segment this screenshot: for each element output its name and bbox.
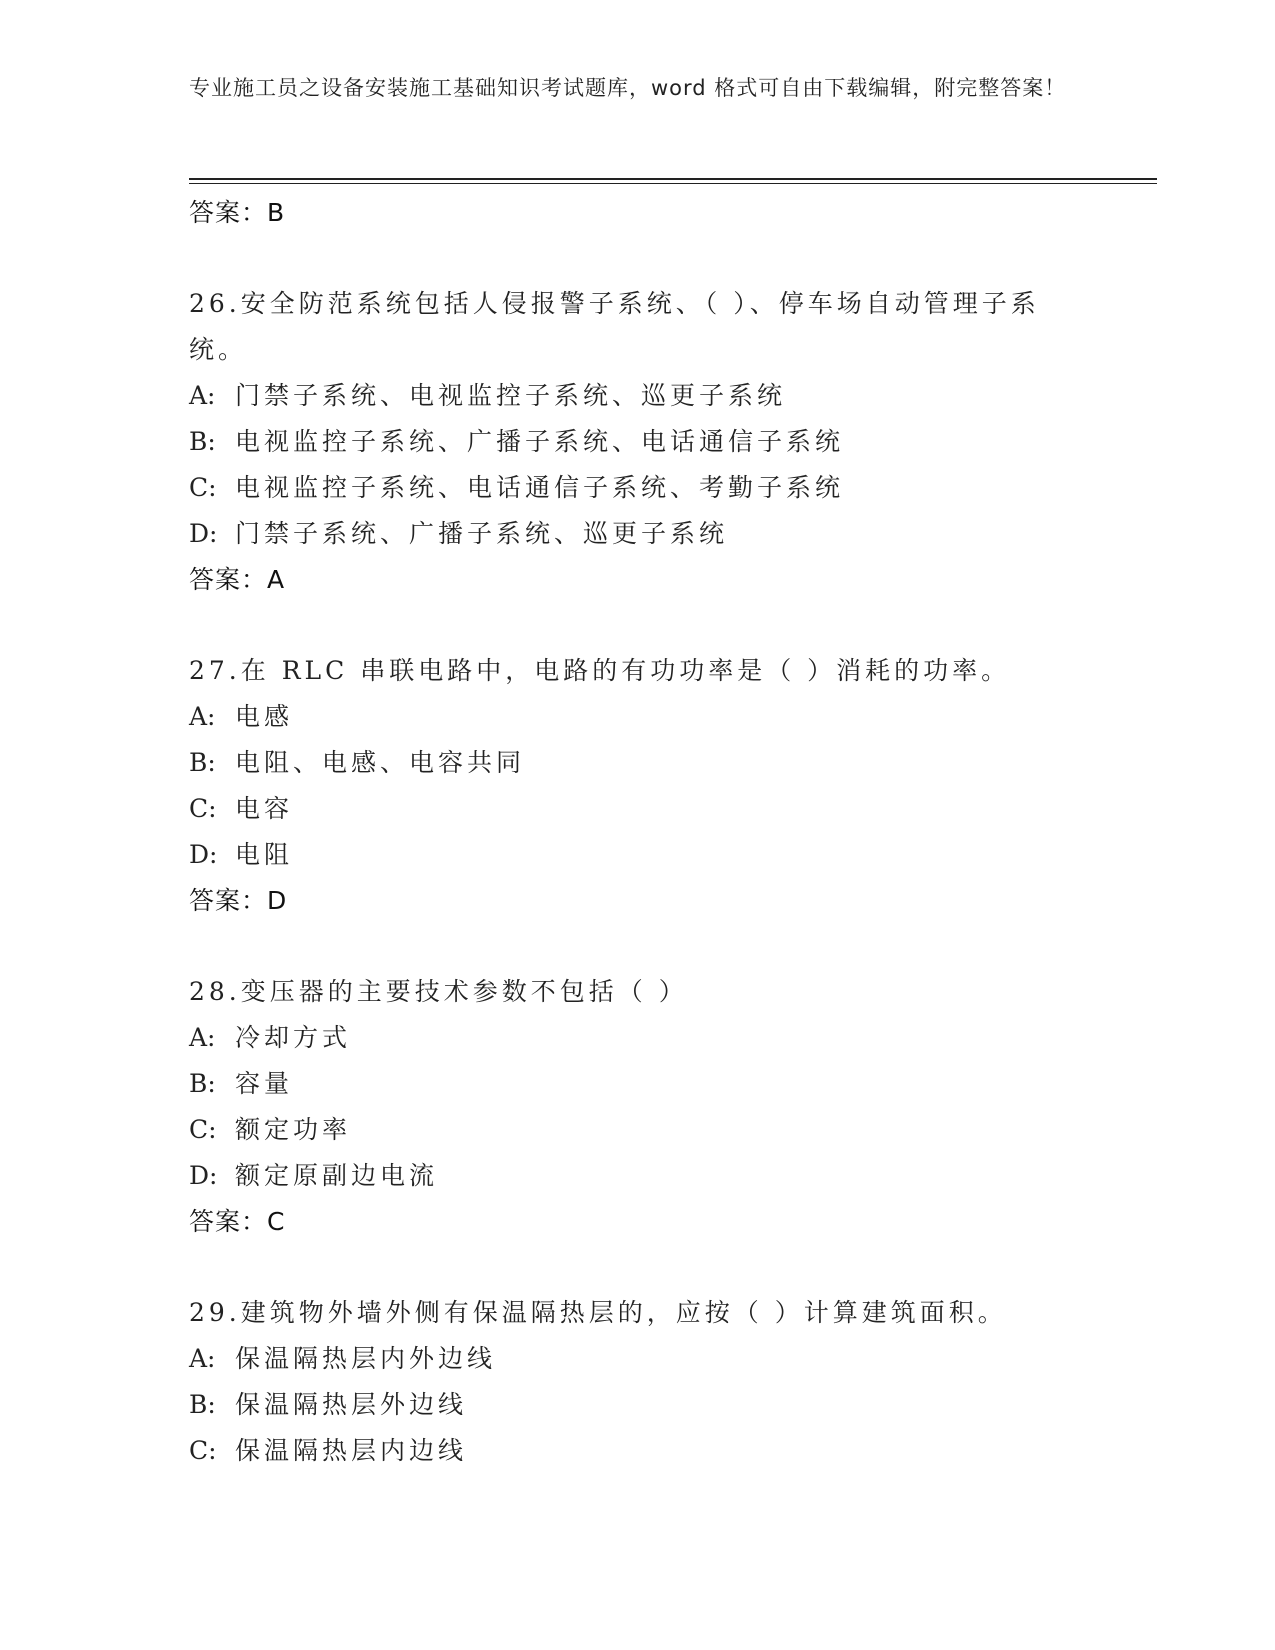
option-text: 冷却方式	[235, 1023, 352, 1052]
option-d	[189, 511, 1089, 557]
option-label: A:	[189, 1023, 216, 1052]
page-header: 专业施工员之设备安装施工基础知识考试题库，word 格式可自由下载编辑，附完整答案！	[189, 76, 1067, 100]
option-text: 电阻	[235, 840, 294, 869]
spacer	[189, 1245, 1089, 1290]
question-block	[189, 648, 1089, 924]
option-label: B:	[189, 748, 216, 777]
option-d	[189, 832, 1089, 878]
option-a	[189, 694, 1089, 740]
option-label: C:	[189, 1436, 217, 1465]
question-block	[189, 281, 1089, 603]
option-b	[189, 1382, 1089, 1428]
question-block	[189, 1290, 1089, 1474]
question-text: 28.变压器的主要技术参数不包括（ ）	[189, 977, 688, 1006]
question-text: 26.安全防范系统包括人侵报警子系统、（ ）、停车场自动管理子系统。	[189, 289, 1040, 364]
option-label: A:	[189, 381, 216, 410]
option-c	[189, 786, 1089, 832]
option-text: 电视监控子系统、电话通信子系统、考勤子系统	[235, 473, 845, 502]
option-c	[189, 1107, 1089, 1153]
option-text: 电视监控子系统、广播子系统、电话通信子系统	[235, 427, 845, 456]
option-text: 额定原副边电流	[235, 1161, 439, 1190]
option-b	[189, 740, 1089, 786]
header-divider	[189, 178, 1157, 180]
option-label: D:	[189, 1161, 218, 1190]
option-text: 保温隔热层内外边线	[235, 1344, 497, 1373]
option-text: 电容	[235, 794, 294, 823]
option-label: B:	[189, 1390, 216, 1419]
option-d	[189, 1153, 1089, 1199]
option-text: 门禁子系统、广播子系统、巡更子系统	[235, 519, 729, 548]
option-b	[189, 1061, 1089, 1107]
option-b	[189, 419, 1089, 465]
answer-line: 答案：D	[189, 886, 288, 915]
option-a	[189, 1336, 1089, 1382]
header-divider-thin	[189, 183, 1157, 184]
spacer	[189, 603, 1089, 648]
option-label: A:	[189, 702, 216, 731]
option-label: B:	[189, 1069, 216, 1098]
option-a	[189, 1015, 1089, 1061]
document-body	[189, 190, 1089, 1474]
option-text: 容量	[235, 1069, 294, 1098]
answer-line: 答案：A	[189, 565, 286, 594]
option-label: A:	[189, 1344, 216, 1373]
option-text: 保温隔热层内边线	[235, 1436, 468, 1465]
option-label: D:	[189, 519, 218, 548]
answer-line: 答案：B	[189, 198, 286, 227]
option-text: 电感	[235, 702, 294, 731]
option-label: C:	[189, 473, 217, 502]
spacer	[189, 236, 1089, 281]
option-label: B:	[189, 427, 216, 456]
option-text: 电阻、电感、电容共同	[235, 748, 526, 777]
option-label: C:	[189, 794, 217, 823]
question-text: 29.建筑物外墙外侧有保温隔热层的，应按（ ）计算建筑面积。	[189, 1298, 1007, 1327]
question-text: 27.在 RLC 串联电路中，电路的有功功率是（ ）消耗的功率。	[189, 656, 1011, 685]
option-text: 保温隔热层外边线	[235, 1390, 468, 1419]
option-text: 门禁子系统、电视监控子系统、巡更子系统	[235, 381, 787, 410]
option-text: 额定功率	[235, 1115, 352, 1144]
spacer	[189, 924, 1089, 969]
answer-line: 答案：C	[189, 1207, 286, 1236]
option-label: C:	[189, 1115, 217, 1144]
option-label: D:	[189, 840, 218, 869]
option-c	[189, 465, 1089, 511]
option-c	[189, 1428, 1089, 1474]
option-a	[189, 373, 1089, 419]
question-block	[189, 969, 1089, 1245]
